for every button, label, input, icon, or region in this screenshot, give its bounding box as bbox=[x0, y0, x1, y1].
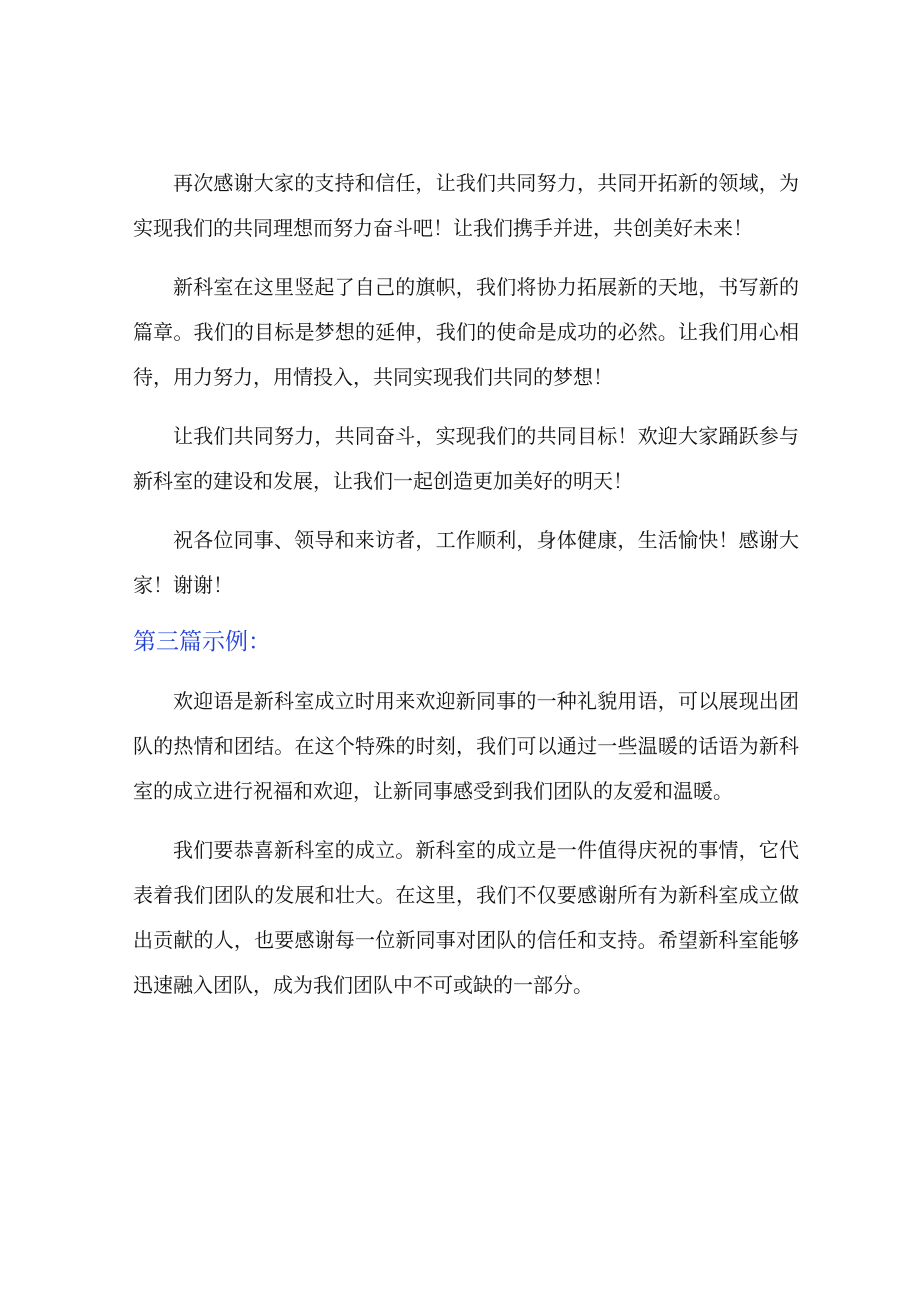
section-heading-example-three: 第三篇示例： bbox=[133, 629, 271, 655]
paragraph-work-together: 让我们共同努力，共同奋斗，实现我们的共同目标！欢迎大家踊跃参与新科室的建设和发展，让我们一起创造更加美好的明天！ bbox=[133, 424, 799, 493]
paragraph-best-wishes: 祝各位同事、领导和来访者，工作顺利，身体健康，生活愉快！感谢大家！谢谢！ bbox=[133, 528, 799, 597]
paragraph-congratulations: 我们要恭喜新科室的成立。新科室的成立是一件值得庆祝的事情，它代表着我们团队的发展和壮大。在这里，我们不仅要感谢所有为新科室成立做出贡献的人，也要感谢每一位新同事对团队的信任和支持。希望新科室能够迅速融入团队，成为我们团队中不可或缺的一部分。 bbox=[133, 838, 799, 997]
paragraph-new-department-flag: 新科室在这里竖起了自己的旗帜，我们将协力拓展新的天地，书写新的篇章。我们的目标是梦想的延伸，我们的使命是成功的必然。让我们用心相待，用力努力，用情投入，共同实现我们共同的梦想！ bbox=[133, 275, 799, 389]
paragraph-thanks-again: 再次感谢大家的支持和信任，让我们共同努力，共同开拓新的领域，为实现我们的共同理想而努力奋斗吧！让我们携手并进，共创美好未来！ bbox=[133, 171, 799, 240]
paragraph-welcome-definition: 欢迎语是新科室成立时用来欢迎新同事的一种礼貌用语，可以展现出团队的热情和团结。在这个特殊的时刻，我们可以通过一些温暖的话语为新科室的成立进行祝福和欢迎，让新同事感受到我们团队的友爱和温暖。 bbox=[133, 689, 799, 803]
document-body bbox=[133, 161, 799, 1022]
